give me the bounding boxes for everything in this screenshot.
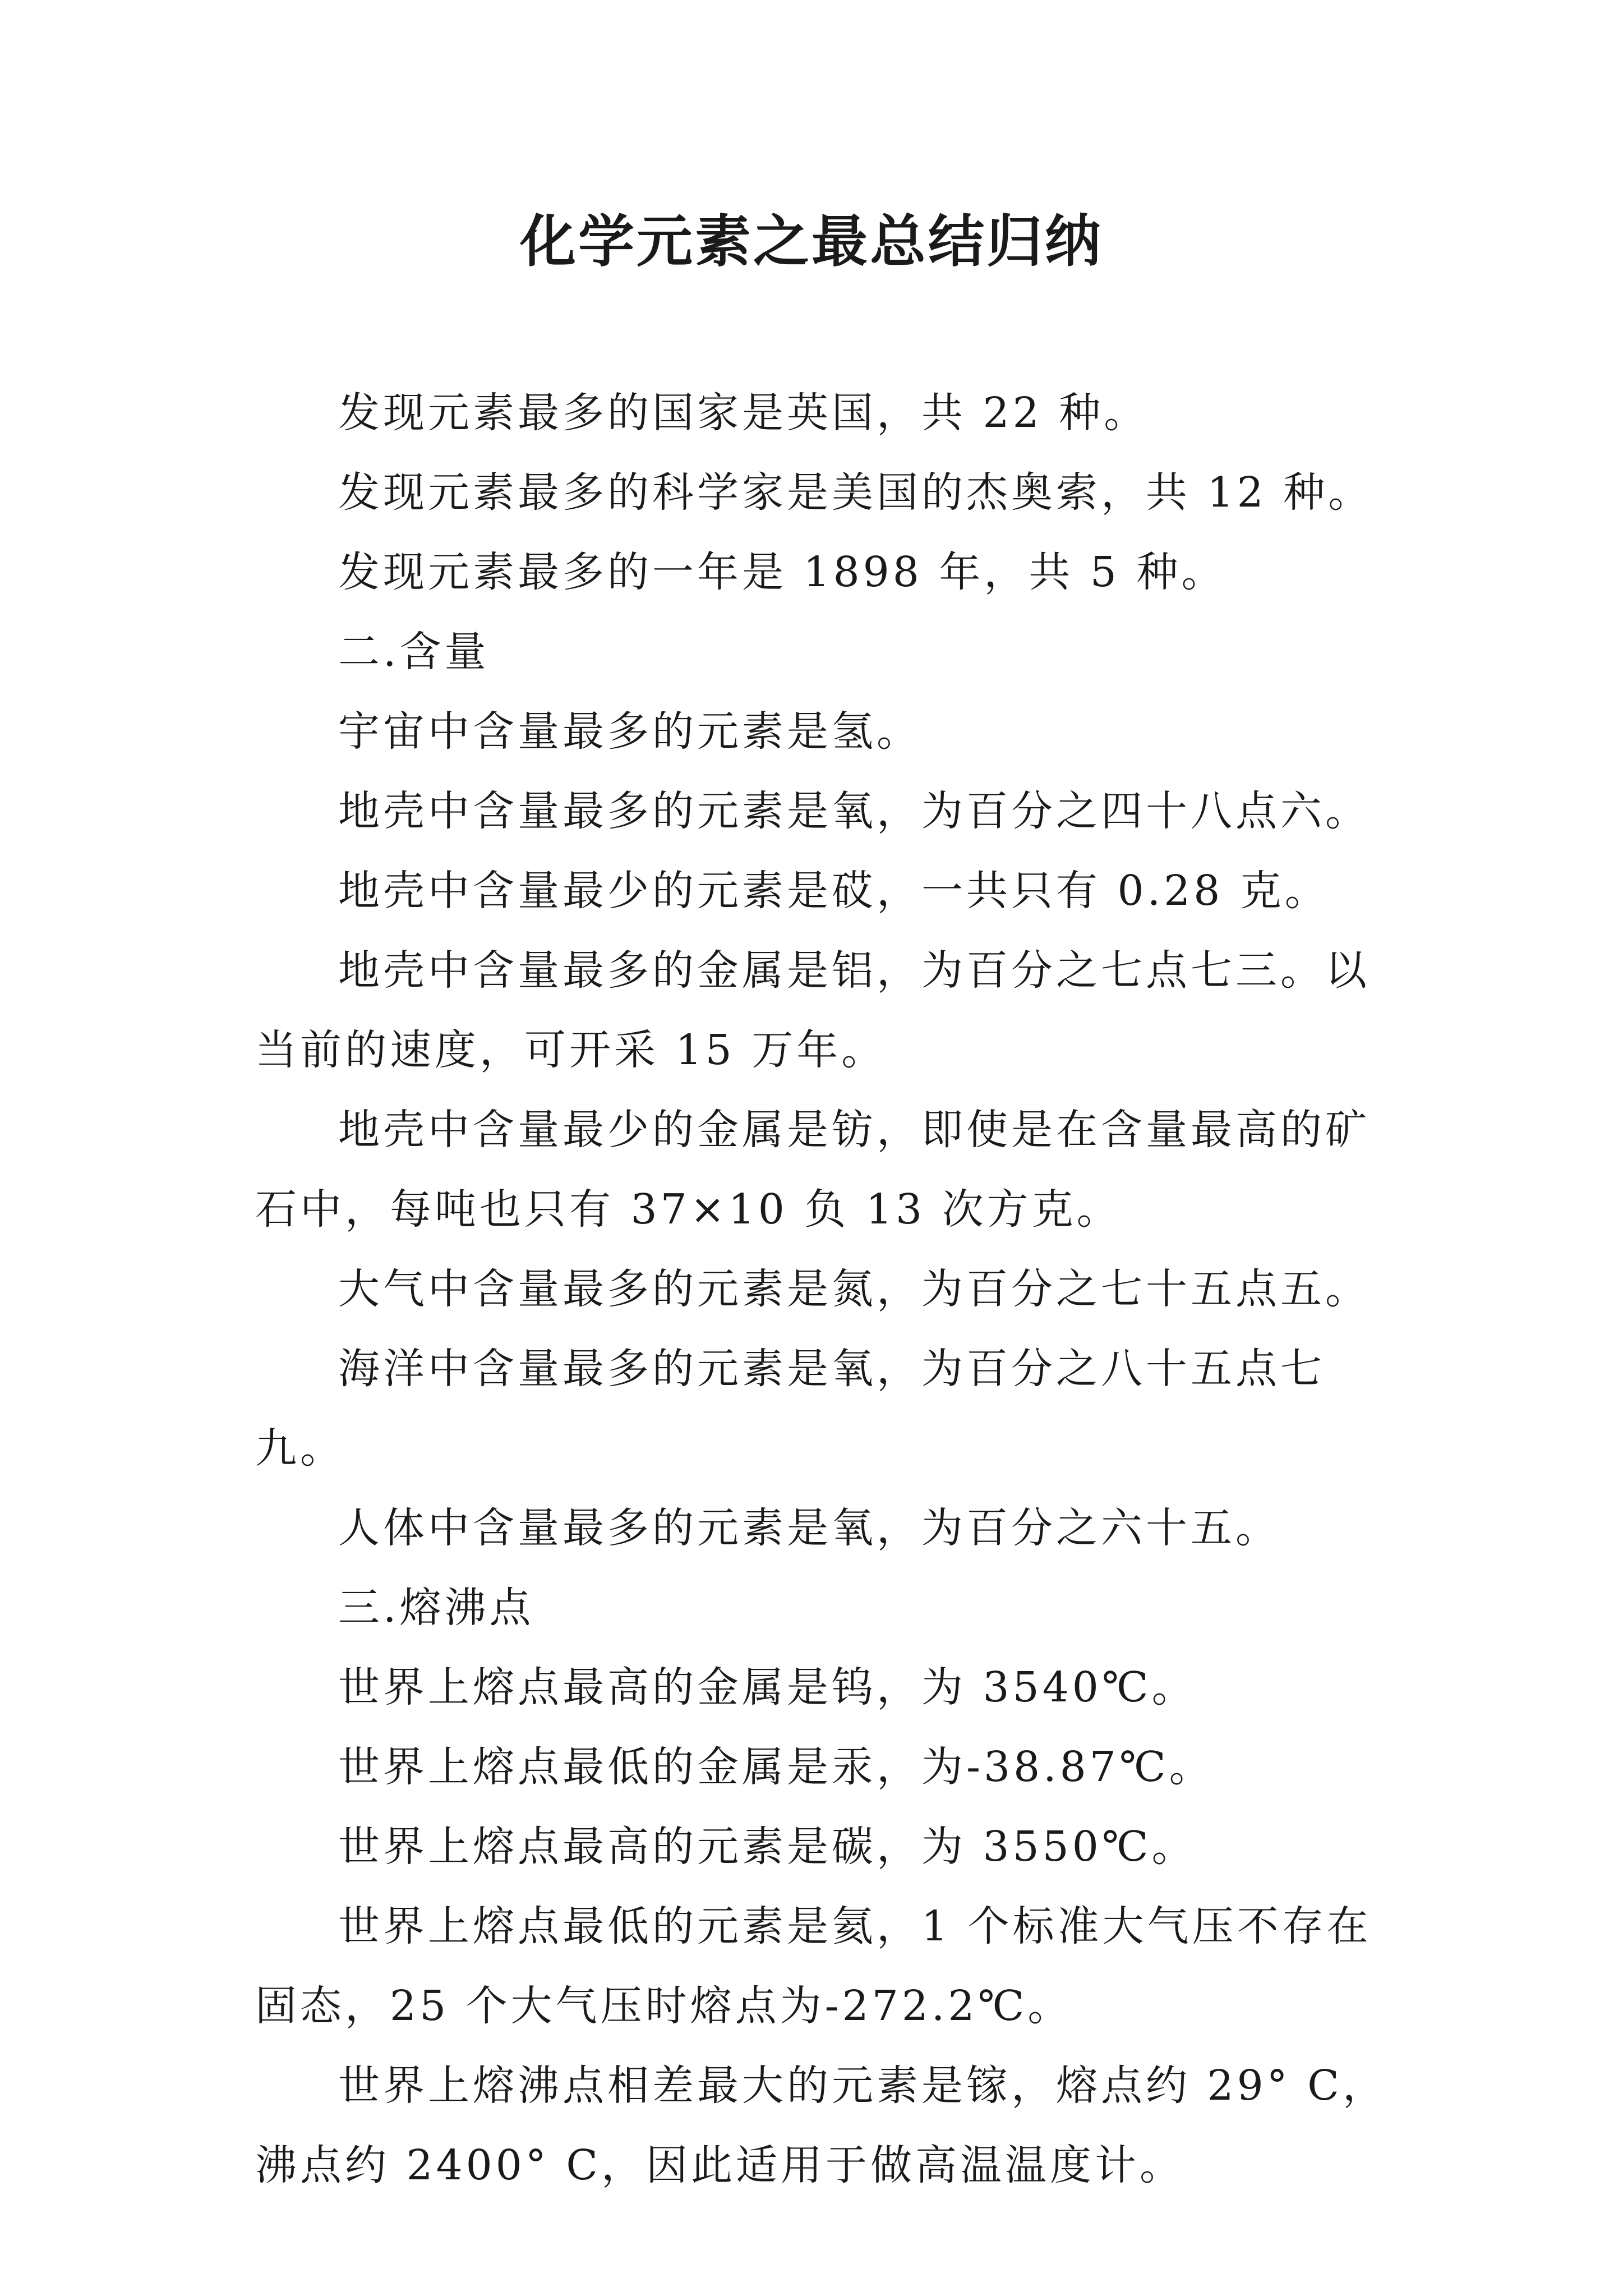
paragraph: 世界上熔点最高的金属是钨，为 3540℃。 — [338, 1663, 1197, 1711]
paragraph: 地壳中含量最少的元素是砹，一共只有 0.28 克。 — [338, 867, 1330, 915]
section-heading: 三.熔沸点 — [338, 1584, 534, 1632]
paragraph: 发现元素最多的国家是英国，共 22 种。 — [338, 389, 1149, 437]
paragraph: 世界上熔点最高的元素是碳，为 3550℃。 — [338, 1823, 1197, 1871]
paragraph: 发现元素最多的科学家是美国的杰奥索，共 12 种。 — [338, 468, 1373, 517]
paragraph: 发现元素最多的一年是 1898 年，共 5 种。 — [338, 548, 1227, 596]
paragraph: 地壳中含量最多的金属是铝，为百分之七点七三。以当前的速度，可开采 15 万年。 — [255, 946, 1370, 1074]
paragraph: 海洋中含量最多的元素是氧，为百分之八十五点七九。 — [255, 1345, 1325, 1473]
section-heading: 二.含量 — [338, 628, 490, 676]
paragraph: 人体中含量最多的元素是氧，为百分之六十五。 — [338, 1504, 1280, 1552]
paragraph: 世界上熔点最低的元素是氦，1 个标准大气压不存在固态，25 个大气压时熔点为-272.2℃。 — [255, 1902, 1372, 2030]
paragraph: 世界上熔点最低的金属是汞，为-38.87℃。 — [338, 1743, 1214, 1791]
document-title: 化学元素之最总结归纳 — [520, 208, 1103, 274]
paragraph: 大气中含量最多的元素是氮，为百分之七十五点五。 — [338, 1265, 1370, 1313]
paragraph: 地壳中含量最少的金属是钫，即使是在含量最高的矿石中，每吨也只有 37×10 负 13 次方克。 — [255, 1106, 1370, 1234]
paragraph: 世界上熔沸点相差最大的元素是镓，熔点约 29° C，沸点约 2400° C，因此适用于做高温温度计。 — [255, 2062, 1387, 2189]
paragraph: 地壳中含量最多的元素是氧，为百分之四十八点六。 — [338, 787, 1370, 835]
paragraph: 宇宙中含量最多的元素是氢。 — [338, 707, 921, 756]
document-body — [255, 373, 1410, 2205]
